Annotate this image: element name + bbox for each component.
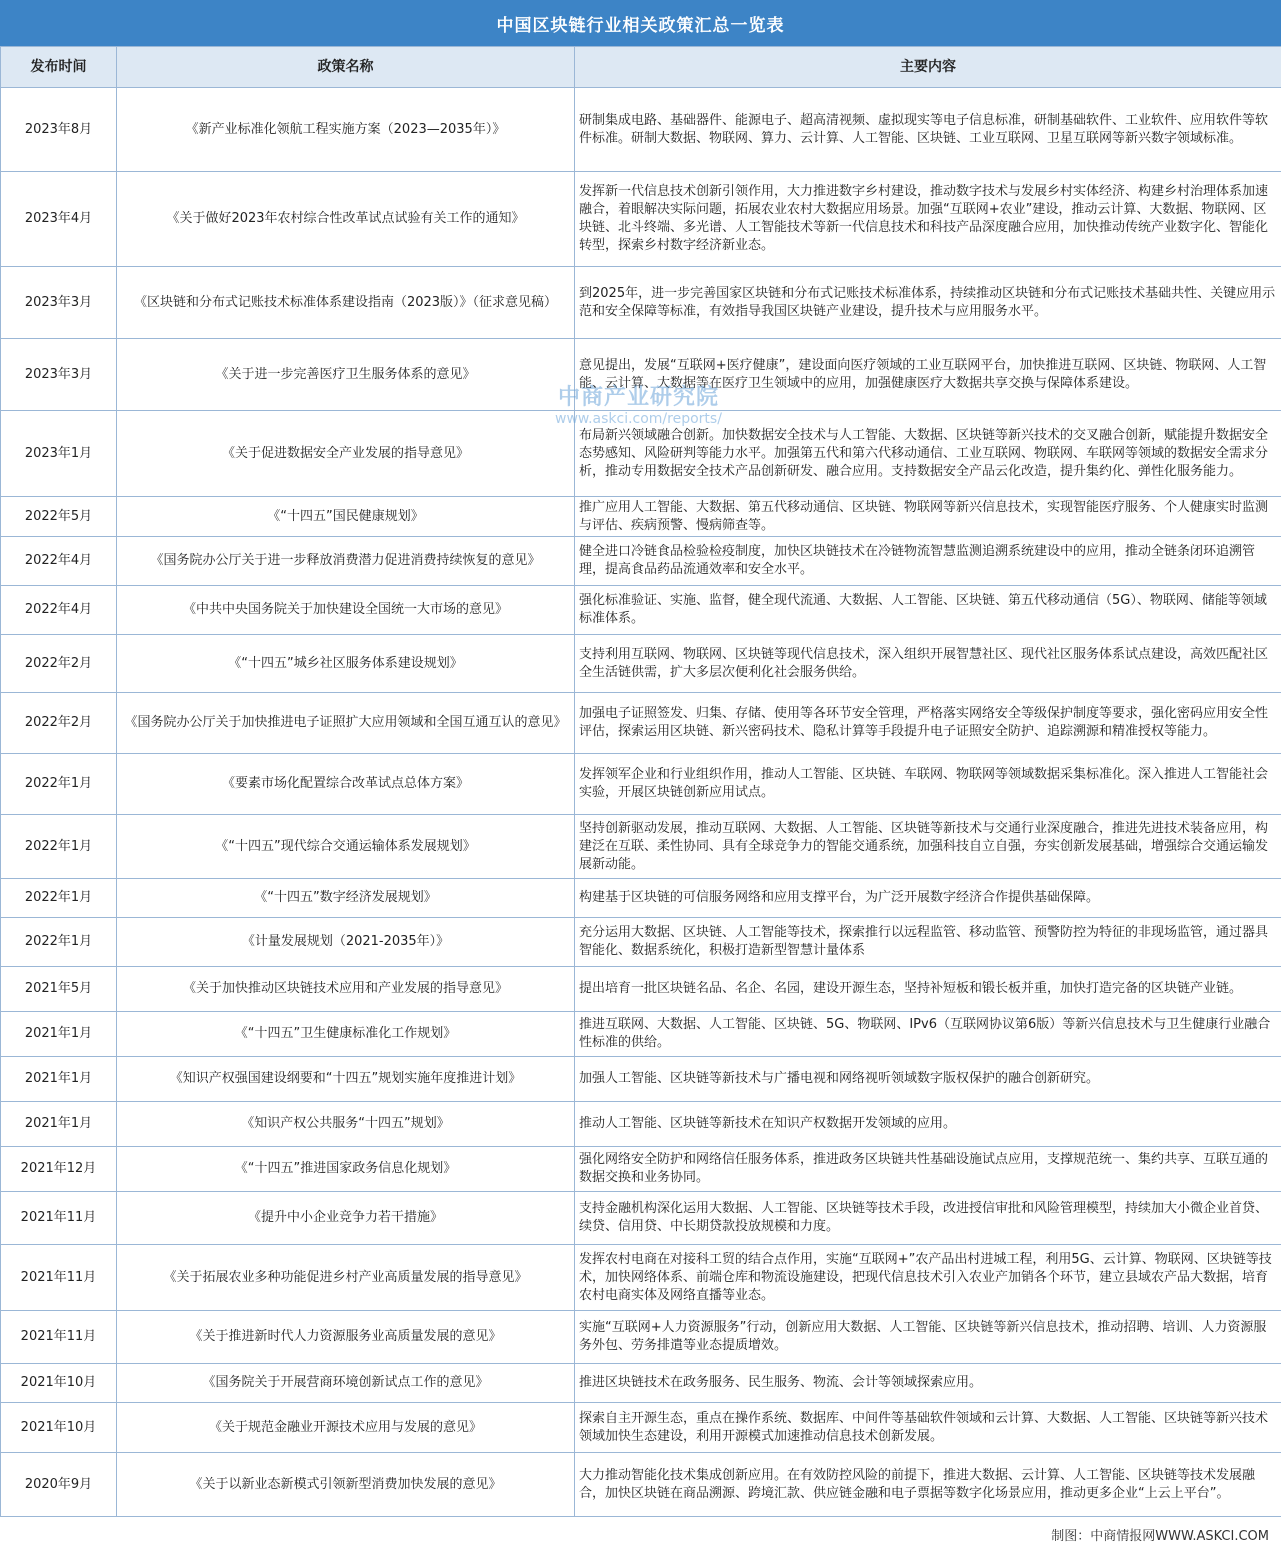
- row-content: 加强人工智能、区块链等新技术与广播电视和网络视听领域数字版权保护的融合创新研究。: [575, 1057, 1281, 1102]
- table-row: [1, 537, 1281, 586]
- row-date: 2023年3月: [1, 339, 117, 411]
- row-policy-name: 《计量发展规划（2021-2035年）》: [117, 918, 575, 967]
- row-policy-name: 《知识产权强国建设纲要和“十四五”规划实施年度推进计划》: [117, 1057, 575, 1102]
- row-date: 2021年11月: [1, 1245, 117, 1311]
- row-date: 2022年1月: [1, 918, 117, 967]
- row-content: 布局新兴领域融合创新。加快数据安全技术与人工智能、大数据、区块链等新兴技术的交叉融合创新，赋能提升数据安全态势感知、风险研判等能力水平。加强第五代和第六代移动通信、工业互联网、物联网、车联网等领域的数据安全需求分析，推动专用数据安全技术产品创新研发、融合应用。支持数据安全产品云化改造，提升集约化、弹性化服务能力。: [575, 411, 1281, 497]
- table-row: [1, 1102, 1281, 1147]
- table-row: [1, 1192, 1281, 1245]
- row-content: 研制集成电路、基础器件、能源电子、超高清视频、虚拟现实等电子信息标准，研制基础软件、工业软件、应用软件等软件标准。研制大数据、物联网、算力、云计算、人工智能、区块链、工业互联网、卫星互联网等新兴数字领域标准。: [575, 88, 1281, 172]
- row-date: 2022年2月: [1, 693, 117, 754]
- table-row: [1, 586, 1281, 635]
- row-policy-name: 《新产业标准化领航工程实施方案（2023—2035年）》: [117, 88, 575, 172]
- column-header-policy-name: 政策名称: [117, 47, 575, 88]
- row-policy-name: 《国务院办公厅关于进一步释放消费潜力促进消费持续恢复的意见》: [117, 537, 575, 586]
- watermark-url: www.askci.com/reports/: [555, 411, 722, 427]
- row-content: 坚持创新驱动发展，推动互联网、大数据、人工智能、区块链等新技术与交通行业深度融合，推进先进技术装备应用，构建泛在互联、柔性协同、具有全球竞争力的智能交通系统，加强科技自立自强，夯实创新发展基础，增强综合交通运输发展新动能。: [575, 815, 1281, 879]
- row-date: 2020年9月: [1, 1453, 117, 1517]
- row-content: 意见提出，发展“互联网+医疗健康”，建设面向医疗领域的工业互联网平台，加快推进互联网、区块链、物联网、人工智能、云计算、大数据等在医疗卫生领域中的应用，加强健康医疗大数据共享交换与保障体系建设。: [575, 339, 1281, 411]
- row-policy-name: 《区块链和分布式记账技术标准体系建设指南（2023版）》（征求意见稿）: [117, 267, 575, 339]
- row-content: 探索自主开源生态，重点在操作系统、数据库、中间件等基础软件领域和云计算、大数据、人工智能、区块链等新兴技术领域加快生态建设，利用开源模式加速推动信息技术创新发展。: [575, 1403, 1281, 1453]
- row-policy-name: 《关于促进数据安全产业发展的指导意见》: [117, 411, 575, 497]
- table-row: [1, 918, 1281, 967]
- row-content: 提出培育一批区块链名品、名企、名园，建设开源生态，坚持补短板和锻长板并重，加快打造完备的区块链产业链。: [575, 967, 1281, 1012]
- table-row: [1, 1147, 1281, 1192]
- table-row: [1, 411, 1281, 497]
- row-content: 支持金融机构深化运用大数据、人工智能、区块链等技术手段，改进授信审批和风险管理模型，持续加大小微企业首贷、续贷、信用贷、中长期贷款投放规模和力度。: [575, 1192, 1281, 1245]
- policy-table: [0, 46, 1281, 1517]
- table-row: [1, 1012, 1281, 1057]
- row-policy-name: 《提升中小企业竞争力若干措施》: [117, 1192, 575, 1245]
- row-policy-name: 《关于做好2023年农村综合性改革试点试验有关工作的通知》: [117, 172, 575, 267]
- row-policy-name: 《关于进一步完善医疗卫生服务体系的意见》: [117, 339, 575, 411]
- row-date: 2021年12月: [1, 1147, 117, 1192]
- row-policy-name: 《“十四五”数字经济发展规划》: [117, 879, 575, 918]
- row-date: 2022年1月: [1, 754, 117, 815]
- row-content: 构建基于区块链的可信服务网络和应用支撑平台，为广泛开展数字经济合作提供基础保障。: [575, 879, 1281, 918]
- row-date: 2021年1月: [1, 1102, 117, 1147]
- table-row: [1, 339, 1281, 411]
- row-policy-name: 《“十四五”现代综合交通运输体系发展规划》: [117, 815, 575, 879]
- watermark-name: 中商产业研究院: [557, 385, 719, 410]
- row-content: 实施“互联网+人力资源服务”行动，创新应用大数据、人工智能、区块链等新兴信息技术，推动招聘、培训、人力资源服务外包、劳务排遣等业态提质增效。: [575, 1311, 1281, 1364]
- row-policy-name: 《国务院关于开展营商环境创新试点工作的意见》: [117, 1364, 575, 1403]
- row-content: 推广应用人工智能、大数据、第五代移动通信、区块链、物联网等新兴信息技术，实现智能医疗服务、个人健康实时监测与评估、疾病预警、慢病筛查等。: [575, 497, 1281, 537]
- row-content: 加强电子证照签发、归集、存储、使用等各环节安全管理，严格落实网络安全等级保护制度等要求，强化密码应用安全性评估，探索运用区块链、新兴密码技术、隐私计算等手段提升电子证照安全防护、追踪溯源和精准授权等能力。: [575, 693, 1281, 754]
- table-row: [1, 879, 1281, 918]
- row-policy-name: 《知识产权公共服务“十四五”规划》: [117, 1102, 575, 1147]
- table-row: [1, 1403, 1281, 1453]
- table-row: [1, 815, 1281, 879]
- row-date: 2022年4月: [1, 586, 117, 635]
- table-row: [1, 1311, 1281, 1364]
- table-row: [1, 1453, 1281, 1517]
- row-content: 到2025年，进一步完善国家区块链和分布式记账技术标准体系，持续推动区块链和分布式记账技术基础共性、关键应用示范和安全保障等标准，有效指导我国区块链产业建设，提升技术与应用服务水平。: [575, 267, 1281, 339]
- row-date: 2022年5月: [1, 497, 117, 537]
- table-row: [1, 172, 1281, 267]
- row-date: 2023年1月: [1, 411, 117, 497]
- row-date: 2023年8月: [1, 88, 117, 172]
- row-policy-name: 《关于加快推动区块链技术应用和产业发展的指导意见》: [117, 967, 575, 1012]
- row-policy-name: 《关于以新业态新模式引领新型消费加快发展的意见》: [117, 1453, 575, 1517]
- row-policy-name: 《“十四五”国民健康规划》: [117, 497, 575, 537]
- table-header-row: [1, 47, 1281, 88]
- row-content: 发挥新一代信息技术创新引领作用，大力推进数字乡村建设，推动数字技术与发展乡村实体经济、构建乡村治理体系加速融合，着眼解决实际问题，拓展农业农村大数据应用场景。加强“互联网+农业”建设，推动云计算、大数据、物联网、区块链、北斗终端、多光谱、人工智能技术等新一代信息技术和科技产品深度融合应用，加快推动传统产业数字化、智能化转型，探索乡村数字经济新业态。: [575, 172, 1281, 267]
- row-date: 2022年2月: [1, 635, 117, 693]
- row-policy-name: 《“十四五”推进国家政务信息化规划》: [117, 1147, 575, 1192]
- table-row: [1, 497, 1281, 537]
- row-date: 2022年1月: [1, 815, 117, 879]
- row-content: 强化标准验证、实施、监督，健全现代流通、大数据、人工智能、区块链、第五代移动通信（5G）、物联网、储能等领域标准体系。: [575, 586, 1281, 635]
- row-date: 2021年1月: [1, 1057, 117, 1102]
- table-row: [1, 1245, 1281, 1311]
- column-header-content: 主要内容: [575, 47, 1281, 88]
- row-policy-name: 《“十四五”城乡社区服务体系建设规划》: [117, 635, 575, 693]
- row-content: 强化网络安全防护和网络信任服务体系，推进政务区块链共性基础设施试点应用，支撑规范统一、集约共享、互联互通的数据交换和业务协同。: [575, 1147, 1281, 1192]
- table-row: [1, 1057, 1281, 1102]
- table-row: [1, 267, 1281, 339]
- row-date: 2023年3月: [1, 267, 117, 339]
- row-content: 发挥领军企业和行业组织作用，推动人工智能、区块链、车联网、物联网等领域数据采集标准化。深入推进人工智能社会实验，开展区块链创新应用试点。: [575, 754, 1281, 815]
- row-policy-name: 《关于推进新时代人力资源服务业高质量发展的意见》: [117, 1311, 575, 1364]
- row-content: 推进区块链技术在政务服务、民生服务、物流、会计等领域探索应用。: [575, 1364, 1281, 1403]
- page-title: 中国区块链行业相关政策汇总一览表: [0, 0, 1281, 46]
- row-content: 充分运用大数据、区块链、人工智能等技术，探索推行以远程监管、移动监管、预警防控为特征的非现场监管，通过器具智能化、数据系统化，积极打造新型智慧计量体系: [575, 918, 1281, 967]
- row-content: 推动人工智能、区块链等新技术在知识产权数据开发领域的应用。: [575, 1102, 1281, 1147]
- table-row: [1, 635, 1281, 693]
- row-content: 支持利用互联网、物联网、区块链等现代信息技术，深入组织开展智慧社区、现代社区服务体系试点建设，高效匹配社区全生活链供需，扩大多层次便利化社会服务供给。: [575, 635, 1281, 693]
- row-content: 发挥农村电商在对接科工贸的结合点作用，实施“互联网+”农产品出村进城工程，利用5G、云计算、物联网、区块链等技术，加快网络体系、前端仓库和物流设施建设，把现代信息技术引入农业产加销各个环节，建立县域农产品大数据，培育农村电商实体及网络直播等业态。: [575, 1245, 1281, 1311]
- row-date: 2021年1月: [1, 1012, 117, 1057]
- row-policy-name: 《中共中央国务院关于加快建设全国统一大市场的意见》: [117, 586, 575, 635]
- table-row: [1, 754, 1281, 815]
- table-row: [1, 88, 1281, 172]
- column-header-date: 发布时间: [1, 47, 117, 88]
- row-policy-name: 《“十四五”卫生健康标准化工作规划》: [117, 1012, 575, 1057]
- table-row: [1, 967, 1281, 1012]
- row-date: 2023年4月: [1, 172, 117, 267]
- row-date: 2021年5月: [1, 967, 117, 1012]
- row-date: 2021年11月: [1, 1192, 117, 1245]
- row-content: 大力推动智能化技术集成创新应用。在有效防控风险的前提下，推进大数据、云计算、人工智能、区块链等技术发展融合，加快区块链在商品溯源、跨境汇款、供应链金融和电子票据等数字化场景应用，推动更多企业“上云上平台”。: [575, 1453, 1281, 1517]
- row-date: 2022年4月: [1, 537, 117, 586]
- row-date: 2021年10月: [1, 1364, 117, 1403]
- source-footer: 制图：中商情报网WWW.ASKCI.COM: [1051, 1528, 1269, 1544]
- row-date: 2021年10月: [1, 1403, 117, 1453]
- row-date: 2021年11月: [1, 1311, 117, 1364]
- row-content: 健全进口冷链食品检验检疫制度，加快区块链技术在冷链物流智慧监测追溯系统建设中的应用，推动全链条闭环追溯管理，提高食品药品流通效率和安全水平。: [575, 537, 1281, 586]
- table-row: [1, 693, 1281, 754]
- row-policy-name: 《关于拓展农业多种功能促进乡村产业高质量发展的指导意见》: [117, 1245, 575, 1311]
- row-policy-name: 《国务院办公厅关于加快推进电子证照扩大应用领域和全国互通互认的意见》: [117, 693, 575, 754]
- row-date: 2022年1月: [1, 879, 117, 918]
- row-content: 推进互联网、大数据、人工智能、区块链、5G、物联网、IPv6（互联网协议第6版）等新兴信息技术与卫生健康行业融合性标准的供给。: [575, 1012, 1281, 1057]
- row-policy-name: 《要素市场化配置综合改革试点总体方案》: [117, 754, 575, 815]
- row-policy-name: 《关于规范金融业开源技术应用与发展的意见》: [117, 1403, 575, 1453]
- table-row: [1, 1364, 1281, 1403]
